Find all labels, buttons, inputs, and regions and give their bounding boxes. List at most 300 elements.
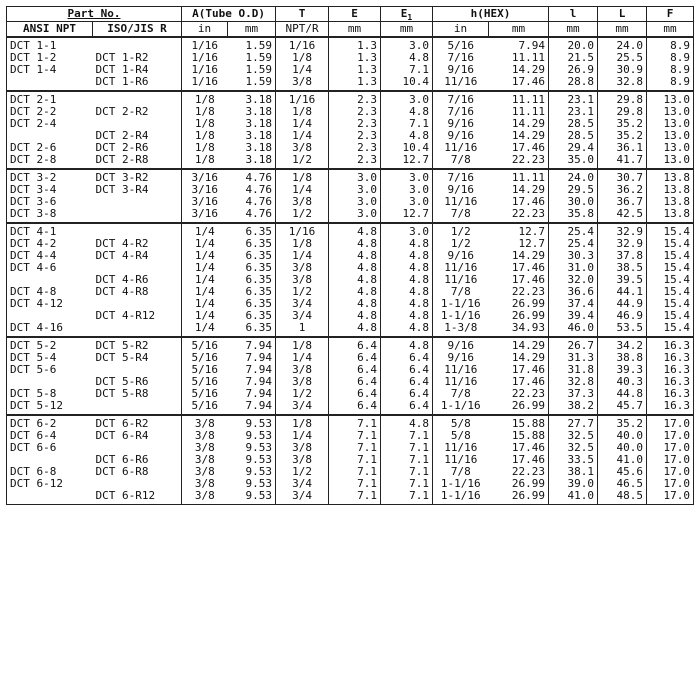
cell-e-mm: 7.1 xyxy=(329,478,381,490)
cell-l-small-mm: 28.5 xyxy=(549,118,598,130)
unit-hex-mm: mm xyxy=(489,22,549,38)
cell-tube-od-mm: 1.59 xyxy=(228,76,276,91)
cell-e1-mm: 4.8 xyxy=(381,286,433,298)
cell-l-small-mm: 26.7 xyxy=(549,337,598,352)
cell-f-mm: 17.0 xyxy=(647,442,694,454)
cell-t-npt-r: 1/2 xyxy=(276,286,329,298)
cell-iso-jis-r xyxy=(93,223,182,238)
cell-tube-od-mm: 6.35 xyxy=(228,310,276,322)
cell-hex-in: 9/16 xyxy=(433,184,489,196)
cell-e1-mm: 3.0 xyxy=(381,169,433,184)
table-row xyxy=(7,184,694,196)
cell-hex-in: 1-1/16 xyxy=(433,400,489,415)
cell-l-small-mm: 32.0 xyxy=(549,274,598,286)
cell-ansi-npt: DCT 4-8 xyxy=(7,286,93,298)
cell-tube-od-mm: 4.76 xyxy=(228,196,276,208)
cell-iso-jis-r xyxy=(93,208,182,223)
cell-e-mm: 4.8 xyxy=(329,223,381,238)
cell-e1-mm: 6.4 xyxy=(381,388,433,400)
cell-iso-jis-r xyxy=(93,196,182,208)
cell-l-big-mm: 32.9 xyxy=(598,238,647,250)
cell-ansi-npt: DCT 5-6 xyxy=(7,364,93,376)
cell-tube-od-in: 1/8 xyxy=(182,106,228,118)
cell-tube-od-in: 3/8 xyxy=(182,415,228,430)
cell-ansi-npt: DCT 1-4 xyxy=(7,64,93,76)
table-row xyxy=(7,388,694,400)
cell-iso-jis-r xyxy=(93,364,182,376)
cell-tube-od-mm: 9.53 xyxy=(228,430,276,442)
cell-tube-od-in: 1/8 xyxy=(182,91,228,106)
cell-ansi-npt: DCT 6-2 xyxy=(7,415,93,430)
cell-iso-jis-r: DCT 1-R2 xyxy=(93,52,182,64)
spec-table-container xyxy=(6,6,693,505)
cell-ansi-npt: DCT 3-4 xyxy=(7,184,93,196)
cell-l-small-mm: 35.0 xyxy=(549,154,598,169)
cell-e-mm: 3.0 xyxy=(329,208,381,223)
table-row xyxy=(7,250,694,262)
unit-t-npt-r: NPT/R xyxy=(276,22,329,38)
cell-t-npt-r: 1/8 xyxy=(276,52,329,64)
cell-iso-jis-r xyxy=(93,262,182,274)
cell-tube-od-mm: 4.76 xyxy=(228,169,276,184)
table-row xyxy=(7,337,694,352)
cell-hex-in: 11/16 xyxy=(433,196,489,208)
cell-hex-in: 9/16 xyxy=(433,130,489,142)
cell-ansi-npt: DCT 2-1 xyxy=(7,91,93,106)
cell-e-mm: 2.3 xyxy=(329,106,381,118)
cell-l-big-mm: 45.7 xyxy=(598,400,647,415)
header-e1-subscript: 1 xyxy=(407,13,413,22)
cell-e1-mm: 3.0 xyxy=(381,196,433,208)
cell-tube-od-mm: 9.53 xyxy=(228,415,276,430)
cell-e-mm: 1.3 xyxy=(329,64,381,76)
cell-iso-jis-r: DCT 2-R4 xyxy=(93,130,182,142)
cell-tube-od-mm: 6.35 xyxy=(228,298,276,310)
cell-f-mm: 17.0 xyxy=(647,490,694,505)
cell-e1-mm: 6.4 xyxy=(381,376,433,388)
cell-hex-mm: 22.23 xyxy=(489,154,549,169)
cell-iso-jis-r: DCT 3-R4 xyxy=(93,184,182,196)
cell-e1-mm: 7.1 xyxy=(381,64,433,76)
cell-l-big-mm: 41.0 xyxy=(598,454,647,466)
cell-t-npt-r: 3/4 xyxy=(276,310,329,322)
cell-iso-jis-r: DCT 6-R12 xyxy=(93,490,182,505)
cell-tube-od-in: 3/16 xyxy=(182,184,228,196)
cell-iso-jis-r: DCT 5-R6 xyxy=(93,376,182,388)
cell-l-big-mm: 46.5 xyxy=(598,478,647,490)
cell-f-mm: 8.9 xyxy=(647,52,694,64)
table-row xyxy=(7,490,694,505)
cell-f-mm: 13.0 xyxy=(647,154,694,169)
cell-hex-in: 1-1/16 xyxy=(433,478,489,490)
cell-ansi-npt: DCT 5-8 xyxy=(7,388,93,400)
unit-f-mm: mm xyxy=(647,22,694,38)
table-row xyxy=(7,364,694,376)
cell-e-mm: 4.8 xyxy=(329,262,381,274)
cell-ansi-npt: DCT 4-4 xyxy=(7,250,93,262)
cell-hex-mm: 26.99 xyxy=(489,310,549,322)
cell-f-mm: 15.4 xyxy=(647,262,694,274)
cell-hex-mm: 26.99 xyxy=(489,478,549,490)
cell-hex-mm: 14.29 xyxy=(489,118,549,130)
cell-tube-od-mm: 3.18 xyxy=(228,154,276,169)
table-row xyxy=(7,376,694,388)
cell-e1-mm: 7.1 xyxy=(381,490,433,505)
cell-iso-jis-r: DCT 4-R4 xyxy=(93,250,182,262)
cell-t-npt-r: 1/2 xyxy=(276,388,329,400)
cell-hex-in: 5/16 xyxy=(433,37,489,52)
cell-tube-od-in: 5/16 xyxy=(182,400,228,415)
cell-hex-in: 11/16 xyxy=(433,454,489,466)
table-row xyxy=(7,466,694,478)
cell-hex-mm: 17.46 xyxy=(489,196,549,208)
cell-e-mm: 6.4 xyxy=(329,388,381,400)
header-hex: h(HEX) xyxy=(433,7,549,22)
cell-l-big-mm: 45.6 xyxy=(598,466,647,478)
cell-ansi-npt: DCT 5-2 xyxy=(7,337,93,352)
cell-t-npt-r: 1/16 xyxy=(276,91,329,106)
cell-t-npt-r: 1/2 xyxy=(276,466,329,478)
cell-iso-jis-r: DCT 1-R4 xyxy=(93,64,182,76)
cell-l-small-mm: 39.4 xyxy=(549,310,598,322)
table-row xyxy=(7,298,694,310)
cell-iso-jis-r: DCT 5-R8 xyxy=(93,388,182,400)
cell-f-mm: 8.9 xyxy=(647,76,694,91)
cell-l-small-mm: 36.6 xyxy=(549,286,598,298)
cell-hex-in: 7/8 xyxy=(433,466,489,478)
cell-e-mm: 2.3 xyxy=(329,154,381,169)
table-row xyxy=(7,52,694,64)
cell-tube-od-in: 1/4 xyxy=(182,274,228,286)
cell-l-small-mm: 37.4 xyxy=(549,298,598,310)
table-row xyxy=(7,454,694,466)
cell-ansi-npt: DCT 4-1 xyxy=(7,223,93,238)
cell-l-small-mm: 20.0 xyxy=(549,37,598,52)
cell-e-mm: 2.3 xyxy=(329,130,381,142)
cell-l-small-mm: 41.0 xyxy=(549,490,598,505)
cell-f-mm: 15.4 xyxy=(647,286,694,298)
cell-e1-mm: 10.4 xyxy=(381,142,433,154)
cell-f-mm: 15.4 xyxy=(647,238,694,250)
cell-iso-jis-r: DCT 4-R2 xyxy=(93,238,182,250)
cell-tube-od-mm: 6.35 xyxy=(228,322,276,337)
cell-hex-mm: 26.99 xyxy=(489,298,549,310)
cell-l-big-mm: 40.0 xyxy=(598,442,647,454)
cell-l-small-mm: 39.0 xyxy=(549,478,598,490)
cell-tube-od-mm: 4.76 xyxy=(228,208,276,223)
cell-hex-in: 1-1/16 xyxy=(433,298,489,310)
cell-l-big-mm: 24.0 xyxy=(598,37,647,52)
cell-l-big-mm: 35.2 xyxy=(598,415,647,430)
cell-l-big-mm: 25.5 xyxy=(598,52,647,64)
cell-f-mm: 17.0 xyxy=(647,454,694,466)
cell-hex-in: 11/16 xyxy=(433,76,489,91)
cell-t-npt-r: 3/8 xyxy=(276,364,329,376)
cell-ansi-npt: DCT 2-6 xyxy=(7,142,93,154)
table-row xyxy=(7,106,694,118)
cell-t-npt-r: 3/8 xyxy=(276,442,329,454)
table-row xyxy=(7,169,694,184)
cell-l-small-mm: 31.3 xyxy=(549,352,598,364)
cell-ansi-npt: DCT 1-2 xyxy=(7,52,93,64)
cell-t-npt-r: 3/4 xyxy=(276,490,329,505)
cell-e1-mm: 6.4 xyxy=(381,352,433,364)
cell-l-small-mm: 23.1 xyxy=(549,106,598,118)
cell-iso-jis-r: DCT 6-R2 xyxy=(93,415,182,430)
cell-hex-in: 1-1/16 xyxy=(433,490,489,505)
cell-e-mm: 7.1 xyxy=(329,442,381,454)
header-e: E xyxy=(329,7,381,22)
cell-ansi-npt xyxy=(7,454,93,466)
cell-e1-mm: 4.8 xyxy=(381,322,433,337)
cell-t-npt-r: 1/8 xyxy=(276,415,329,430)
cell-tube-od-mm: 7.94 xyxy=(228,352,276,364)
table-row xyxy=(7,64,694,76)
cell-ansi-npt: DCT 2-8 xyxy=(7,154,93,169)
header-row-top xyxy=(7,7,694,22)
cell-e-mm: 7.1 xyxy=(329,430,381,442)
cell-hex-in: 9/16 xyxy=(433,64,489,76)
cell-iso-jis-r: DCT 4-R8 xyxy=(93,286,182,298)
table-row xyxy=(7,262,694,274)
header-tube-od: A(Tube O.D) xyxy=(182,7,276,22)
cell-f-mm: 13.8 xyxy=(647,169,694,184)
cell-ansi-npt: DCT 3-8 xyxy=(7,208,93,223)
table-row xyxy=(7,274,694,286)
cell-ansi-npt xyxy=(7,130,93,142)
cell-f-mm: 8.9 xyxy=(647,37,694,52)
cell-hex-in: 5/8 xyxy=(433,430,489,442)
cell-tube-od-mm: 9.53 xyxy=(228,466,276,478)
cell-l-big-mm: 53.5 xyxy=(598,322,647,337)
cell-l-small-mm: 29.4 xyxy=(549,142,598,154)
cell-ansi-npt: DCT 6-6 xyxy=(7,442,93,454)
cell-tube-od-mm: 4.76 xyxy=(228,184,276,196)
cell-e1-mm: 4.8 xyxy=(381,274,433,286)
table-row xyxy=(7,130,694,142)
cell-e1-mm: 3.0 xyxy=(381,223,433,238)
cell-t-npt-r: 1 xyxy=(276,322,329,337)
table-row xyxy=(7,76,694,91)
cell-l-small-mm: 31.8 xyxy=(549,364,598,376)
cell-l-big-mm: 39.5 xyxy=(598,274,647,286)
cell-hex-in: 1/2 xyxy=(433,223,489,238)
cell-f-mm: 15.4 xyxy=(647,322,694,337)
cell-ansi-npt xyxy=(7,490,93,505)
cell-tube-od-in: 3/16 xyxy=(182,196,228,208)
cell-l-small-mm: 35.8 xyxy=(549,208,598,223)
cell-tube-od-in: 3/8 xyxy=(182,478,228,490)
cell-tube-od-in: 1/16 xyxy=(182,76,228,91)
cell-f-mm: 13.0 xyxy=(647,130,694,142)
cell-tube-od-in: 1/8 xyxy=(182,118,228,130)
cell-tube-od-in: 3/8 xyxy=(182,442,228,454)
cell-t-npt-r: 3/8 xyxy=(276,454,329,466)
cell-l-big-mm: 32.8 xyxy=(598,76,647,91)
cell-l-big-mm: 36.2 xyxy=(598,184,647,196)
cell-l-big-mm: 36.7 xyxy=(598,196,647,208)
cell-tube-od-in: 3/16 xyxy=(182,169,228,184)
cell-hex-in: 7/8 xyxy=(433,208,489,223)
cell-hex-in: 9/16 xyxy=(433,337,489,352)
cell-iso-jis-r: DCT 4-R6 xyxy=(93,274,182,286)
cell-t-npt-r: 3/8 xyxy=(276,76,329,91)
cell-tube-od-in: 1/4 xyxy=(182,262,228,274)
cell-tube-od-in: 3/8 xyxy=(182,490,228,505)
cell-e1-mm: 3.0 xyxy=(381,37,433,52)
cell-tube-od-in: 1/4 xyxy=(182,322,228,337)
cell-hex-in: 11/16 xyxy=(433,274,489,286)
cell-hex-in: 7/16 xyxy=(433,169,489,184)
cell-iso-jis-r xyxy=(93,91,182,106)
cell-e-mm: 3.0 xyxy=(329,196,381,208)
cell-e-mm: 4.8 xyxy=(329,298,381,310)
table-row xyxy=(7,223,694,238)
cell-e-mm: 6.4 xyxy=(329,400,381,415)
header-part-no: Part No. xyxy=(7,7,182,22)
cell-hex-mm: 15.88 xyxy=(489,415,549,430)
cell-l-small-mm: 30.0 xyxy=(549,196,598,208)
cell-f-mm: 8.9 xyxy=(647,64,694,76)
header-ansi-npt: ANSI NPT xyxy=(7,22,93,38)
cell-e1-mm: 4.8 xyxy=(381,337,433,352)
cell-t-npt-r: 1/8 xyxy=(276,238,329,250)
cell-e1-mm: 7.1 xyxy=(381,118,433,130)
cell-l-big-mm: 38.8 xyxy=(598,352,647,364)
table-row xyxy=(7,118,694,130)
cell-tube-od-mm: 6.35 xyxy=(228,286,276,298)
cell-hex-mm: 11.11 xyxy=(489,169,549,184)
cell-l-small-mm: 29.5 xyxy=(549,184,598,196)
cell-ansi-npt: DCT 3-2 xyxy=(7,169,93,184)
cell-iso-jis-r xyxy=(93,37,182,52)
cell-l-big-mm: 35.2 xyxy=(598,130,647,142)
cell-tube-od-in: 1/16 xyxy=(182,37,228,52)
cell-iso-jis-r xyxy=(93,118,182,130)
cell-f-mm: 16.3 xyxy=(647,364,694,376)
cell-t-npt-r: 1/4 xyxy=(276,352,329,364)
cell-t-npt-r: 1/8 xyxy=(276,169,329,184)
cell-iso-jis-r xyxy=(93,442,182,454)
table-row xyxy=(7,142,694,154)
cell-hex-mm: 14.29 xyxy=(489,250,549,262)
cell-f-mm: 17.0 xyxy=(647,415,694,430)
cell-tube-od-in: 1/4 xyxy=(182,310,228,322)
cell-l-small-mm: 30.3 xyxy=(549,250,598,262)
cell-tube-od-mm: 6.35 xyxy=(228,250,276,262)
cell-l-small-mm: 21.5 xyxy=(549,52,598,64)
cell-l-small-mm: 37.3 xyxy=(549,388,598,400)
cell-f-mm: 16.3 xyxy=(647,337,694,352)
cell-hex-mm: 14.29 xyxy=(489,130,549,142)
cell-hex-in: 7/8 xyxy=(433,388,489,400)
table-row xyxy=(7,415,694,430)
cell-iso-jis-r xyxy=(93,298,182,310)
cell-iso-jis-r xyxy=(93,478,182,490)
unit-a-in: in xyxy=(182,22,228,38)
cell-hex-mm: 26.99 xyxy=(489,490,549,505)
cell-hex-in: 7/16 xyxy=(433,91,489,106)
cell-tube-od-mm: 7.94 xyxy=(228,388,276,400)
fitting-spec-table xyxy=(6,6,694,505)
cell-f-mm: 16.3 xyxy=(647,352,694,364)
cell-hex-mm: 15.88 xyxy=(489,430,549,442)
cell-l-big-mm: 42.5 xyxy=(598,208,647,223)
cell-e1-mm: 7.1 xyxy=(381,430,433,442)
cell-tube-od-mm: 3.18 xyxy=(228,106,276,118)
cell-iso-jis-r: DCT 5-R2 xyxy=(93,337,182,352)
cell-e-mm: 4.8 xyxy=(329,322,381,337)
unit-l-big-mm: mm xyxy=(598,22,647,38)
cell-f-mm: 15.4 xyxy=(647,310,694,322)
cell-f-mm: 13.0 xyxy=(647,91,694,106)
cell-tube-od-in: 1/8 xyxy=(182,130,228,142)
cell-l-small-mm: 26.9 xyxy=(549,64,598,76)
unit-l-small-mm: mm xyxy=(549,22,598,38)
cell-tube-od-in: 3/8 xyxy=(182,454,228,466)
cell-e-mm: 1.3 xyxy=(329,76,381,91)
cell-ansi-npt: DCT 2-2 xyxy=(7,106,93,118)
spec-table-body xyxy=(7,37,694,505)
cell-f-mm: 13.0 xyxy=(647,106,694,118)
cell-e1-mm: 7.1 xyxy=(381,454,433,466)
cell-e-mm: 4.8 xyxy=(329,286,381,298)
cell-e1-mm: 3.0 xyxy=(381,91,433,106)
cell-tube-od-in: 1/8 xyxy=(182,142,228,154)
cell-hex-mm: 12.7 xyxy=(489,223,549,238)
cell-hex-mm: 14.29 xyxy=(489,64,549,76)
cell-l-big-mm: 30.9 xyxy=(598,64,647,76)
cell-ansi-npt: DCT 6-12 xyxy=(7,478,93,490)
cell-ansi-npt: DCT 1-1 xyxy=(7,37,93,52)
cell-e-mm: 4.8 xyxy=(329,238,381,250)
unit-hex-in: in xyxy=(433,22,489,38)
cell-t-npt-r: 3/8 xyxy=(276,142,329,154)
cell-f-mm: 13.0 xyxy=(647,142,694,154)
cell-e-mm: 6.4 xyxy=(329,364,381,376)
table-row xyxy=(7,352,694,364)
cell-f-mm: 13.0 xyxy=(647,118,694,130)
cell-e-mm: 3.0 xyxy=(329,169,381,184)
cell-ansi-npt xyxy=(7,310,93,322)
unit-e-mm: mm xyxy=(329,22,381,38)
cell-e1-mm: 6.4 xyxy=(381,400,433,415)
cell-tube-od-mm: 7.94 xyxy=(228,364,276,376)
cell-t-npt-r: 1/4 xyxy=(276,430,329,442)
cell-f-mm: 16.3 xyxy=(647,388,694,400)
cell-ansi-npt: DCT 6-4 xyxy=(7,430,93,442)
cell-ansi-npt xyxy=(7,274,93,286)
cell-tube-od-mm: 1.59 xyxy=(228,37,276,52)
cell-ansi-npt: DCT 4-12 xyxy=(7,298,93,310)
cell-hex-mm: 22.23 xyxy=(489,286,549,298)
cell-e-mm: 1.3 xyxy=(329,52,381,64)
cell-t-npt-r: 1/4 xyxy=(276,184,329,196)
cell-e-mm: 6.4 xyxy=(329,376,381,388)
cell-e1-mm: 4.8 xyxy=(381,52,433,64)
cell-hex-in: 11/16 xyxy=(433,364,489,376)
cell-hex-mm: 22.23 xyxy=(489,388,549,400)
cell-iso-jis-r: DCT 6-R8 xyxy=(93,466,182,478)
cell-f-mm: 16.3 xyxy=(647,400,694,415)
cell-ansi-npt: DCT 4-16 xyxy=(7,322,93,337)
cell-tube-od-in: 1/4 xyxy=(182,238,228,250)
cell-tube-od-in: 1/8 xyxy=(182,154,228,169)
cell-l-big-mm: 37.8 xyxy=(598,250,647,262)
table-row xyxy=(7,208,694,223)
cell-hex-in: 7/8 xyxy=(433,154,489,169)
cell-l-small-mm: 38.1 xyxy=(549,466,598,478)
